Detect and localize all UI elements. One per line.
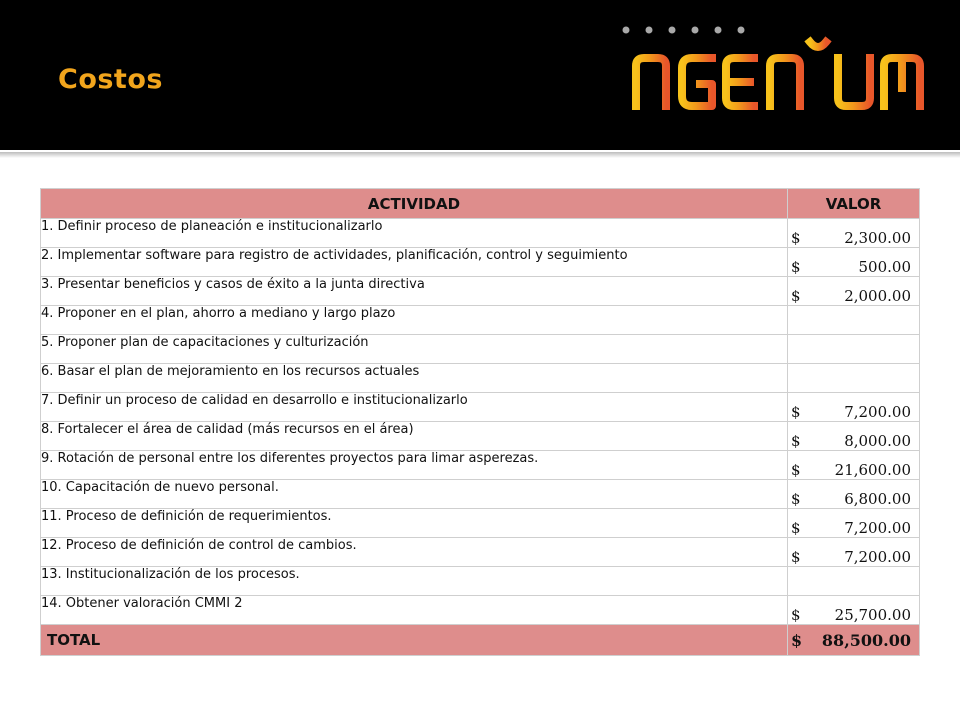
currency-symbol: $ — [791, 630, 803, 650]
currency-symbol: $ — [791, 432, 801, 450]
currency-symbol: $ — [791, 403, 801, 421]
amount: 8,000.00 — [844, 432, 911, 450]
value-cell — [788, 219, 920, 248]
value-cell — [788, 538, 920, 567]
amount: 21,600.00 — [834, 461, 911, 479]
amount: 7,200.00 — [844, 519, 911, 537]
currency-symbol: $ — [791, 258, 801, 276]
table-row — [41, 306, 920, 335]
ingenium-logo — [600, 18, 940, 118]
activity-cell: 13. Institucionalización de los procesos. — [41, 567, 788, 596]
costs-table — [40, 188, 920, 656]
value-cell — [788, 335, 920, 364]
total-label: TOTAL — [41, 625, 788, 656]
value-cell — [788, 364, 920, 393]
value-cell — [788, 248, 920, 277]
value-cell — [788, 596, 920, 625]
value-cell — [788, 306, 920, 335]
activity-cell: 7. Definir un proceso de calidad en desarrollo e institucionalizarlo — [41, 393, 788, 422]
value-cell — [788, 567, 920, 596]
amount: 7,200.00 — [844, 548, 911, 566]
amount: 2,300.00 — [844, 229, 911, 247]
activity-cell: 14. Obtener valoración CMMI 2 — [41, 596, 788, 625]
table-row — [41, 596, 920, 625]
value-cell — [788, 393, 920, 422]
table-row — [41, 538, 920, 567]
activity-cell: 11. Proceso de definición de requerimientos. — [41, 509, 788, 538]
table-row — [41, 335, 920, 364]
total-row — [41, 625, 920, 656]
currency-symbol: $ — [791, 229, 801, 247]
currency-symbol: $ — [791, 287, 801, 305]
table-row — [41, 422, 920, 451]
header-value: VALOR — [788, 189, 920, 219]
table-header-row — [41, 189, 920, 219]
activity-cell: 1. Definir proceso de planeación e institucionalizarlo — [41, 219, 788, 248]
activity-cell: 12. Proceso de definición de control de cambios. — [41, 538, 788, 567]
value-cell — [788, 422, 920, 451]
currency-symbol: $ — [791, 461, 801, 479]
value-cell — [788, 509, 920, 538]
amount: 25,700.00 — [834, 606, 911, 624]
table-row — [41, 451, 920, 480]
activity-cell: 3. Presentar beneficios y casos de éxito a la junta directiva — [41, 277, 788, 306]
currency-symbol: $ — [791, 490, 801, 508]
amount: 500.00 — [858, 258, 911, 276]
amount: 6,800.00 — [844, 490, 911, 508]
activity-cell: 8. Fortalecer el área de calidad (más recursos en el área) — [41, 422, 788, 451]
total-value — [788, 625, 920, 656]
currency-symbol: $ — [791, 519, 801, 537]
slide-title: Costos — [58, 64, 163, 95]
table-row — [41, 393, 920, 422]
activity-cell: 6. Basar el plan de mejoramiento en los recursos actuales — [41, 364, 788, 393]
currency-symbol: $ — [791, 548, 801, 566]
table-row — [41, 248, 920, 277]
currency-symbol: $ — [791, 606, 801, 624]
amount: 2,000.00 — [844, 287, 911, 305]
table-row — [41, 480, 920, 509]
total-amount: 88,500.00 — [821, 630, 911, 650]
activity-cell: 4. Proponer en el plan, ahorro a mediano y largo plazo — [41, 306, 788, 335]
table-row — [41, 364, 920, 393]
amount: 7,200.00 — [844, 403, 911, 421]
value-cell — [788, 277, 920, 306]
table-row — [41, 219, 920, 248]
activity-cell: 5. Proponer plan de capacitaciones y culturización — [41, 335, 788, 364]
logo-dots — [623, 27, 745, 34]
activity-cell: 10. Capacitación de nuevo personal. — [41, 480, 788, 509]
header-divider — [0, 152, 960, 158]
activity-cell: 2. Implementar software para registro de actividades, planificación, control y seguimiento — [41, 248, 788, 277]
value-cell — [788, 451, 920, 480]
value-cell — [788, 480, 920, 509]
table-row — [41, 509, 920, 538]
activity-cell: 9. Rotación de personal entre los diferentes proyectos para limar asperezas. — [41, 451, 788, 480]
header-activity: ACTIVIDAD — [41, 189, 788, 219]
table-row — [41, 277, 920, 306]
table-row — [41, 567, 920, 596]
